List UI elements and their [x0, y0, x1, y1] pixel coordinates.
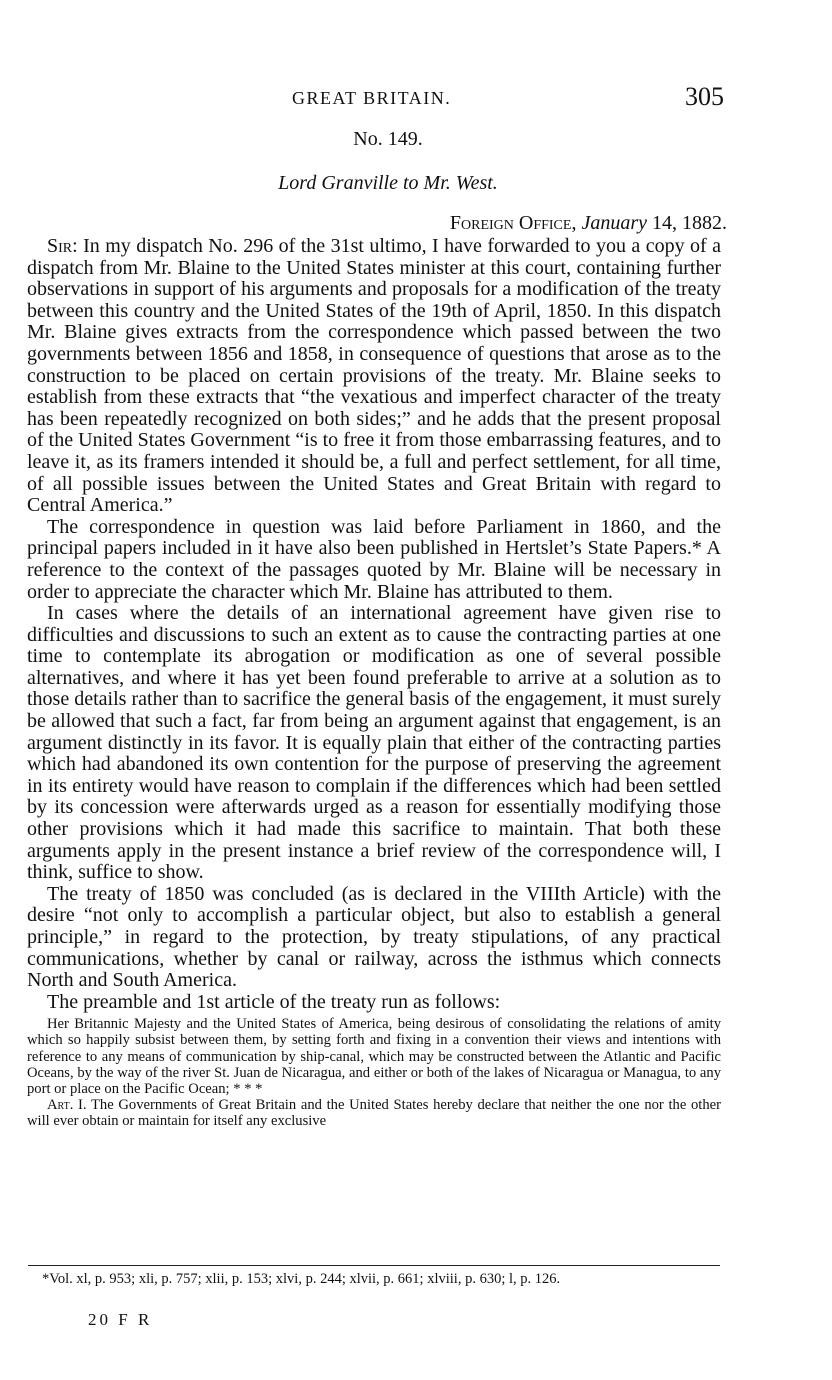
footnote-divider — [28, 1265, 720, 1266]
salutation: Sir: — [47, 235, 78, 257]
dateline-day-year: 14, 1882. — [647, 212, 727, 234]
dateline-place: Foreign Office, — [449, 212, 577, 234]
letter-body — [27, 236, 721, 1129]
paragraph-1 — [27, 236, 721, 517]
document-number: No. 149. — [353, 128, 423, 150]
paragraph-5: The preamble and 1st article of the treaty run as follows: — [47, 990, 501, 1013]
paragraph-1-text: In my dispatch No. 296 of the 31st ultimo, I have forwarded to you a copy of a dispatch from Mr. Blaine to the United States minister at this court, containing further observations in support of his arguments and proposals for a modification of the treaty between this country and the United States of the 19th of April, 1850. In this dispatch Mr. Blaine gives extracts from the correspondence which passed between the two governments between 1856 and 1858, in consequence of questions that arose as to the construction to be placed on certain provisions of the treaty. Mr. Blaine seeks to establish from these extracts that “the vexatious and imperfect character of the treaty has been repeatedly recognized on both sides;” and he adds that the present proposal of the United States Government “is to free it from those embarrassing features, and to leave it, as its framers intended it should be, a full and perfect settlement, for all time, of all possible issues between the United States and Great Britain with regard to Central America.” — [27, 235, 721, 517]
article-label: Art. I. — [47, 1096, 87, 1113]
footnote: *Vol. xl, p. 953; xli, p. 757; xlii, p. 153; xlvi, p. 244; xlvii, p. 661; xlviii, p. 630; l, p. 126. — [42, 1271, 561, 1287]
running-head-title: GREAT BRITAIN. — [292, 88, 452, 108]
treaty-quote — [27, 1016, 721, 1129]
paragraph-4: The treaty of 1850 was concluded (as is declared in the VIIIth Article) with the desire “not only to accomplish a particular object, but also to establish a general principle,” in regard to the protection, by treaty stipulations, of any practical communications, whether by canal or railway, across the isthmus which connects North and South America. — [27, 882, 721, 992]
document-heading: Lord Granville to Mr. West. — [278, 172, 498, 194]
running-head — [0, 82, 832, 116]
page-number: 305 — [685, 82, 724, 111]
paragraph-2: The correspondence in question was laid before Parliament in 1860, and the principal papers included in it have also been published in Hertslet’s State Papers.* A reference to the context of the passages quoted by Mr. Blaine will be necessary in order to appreciate the character which Mr. Blaine has attributed to them. — [27, 515, 721, 603]
dateline-date: January — [581, 212, 647, 234]
paragraph-3: In cases where the details of an international agreement have given rise to difficulties and discussions to such an extent as to cause the contracting parties at one time to contemplate its abrogation or modification as one of several possible alternatives, and where it has yet been found preferable to arrive at a solution as to those details rather than to sacrifice the general basis of the engagement, it must surely be allowed that such a fact, far from being an argument against that engagement, is an argument distinctly in its favor. It is equally plain that either of the contracting parties which had abandoned its own contention for the purpose of preserving the agreement in its entirety would have reason to complain if the differences which had been settled by its concession were afterwards urged as a reason for essentially modifying those other provisions which it had made this sacrifice to maintain. That both these arguments apply in the present instance a brief review of the correspondence will, I think, suffice to show. — [27, 602, 721, 884]
quote-preamble: Her Britannic Majesty and the United States of America, being desirous of consolidating the relations of amity which so happily subsist between them, by setting forth and fixing in a convention their views and intentions with reference to any means of communication by ship-canal, which may be constructed between the Atlantic and Pacific Oceans, by the way of the river St. Juan de Nicaragua, and either or both of the lakes of Nicaragua or Managua, to any port or place on the Pacific Ocean; * * * — [27, 1016, 721, 1097]
dateline — [450, 212, 727, 235]
article-text: The Governments of Great Britain and the United States hereby declare that neither the one nor the other will ever obtain or maintain for itself any exclusive — [27, 1096, 721, 1129]
quote-article-1 — [27, 1097, 721, 1129]
signature-mark: 20 F R — [88, 1310, 153, 1329]
